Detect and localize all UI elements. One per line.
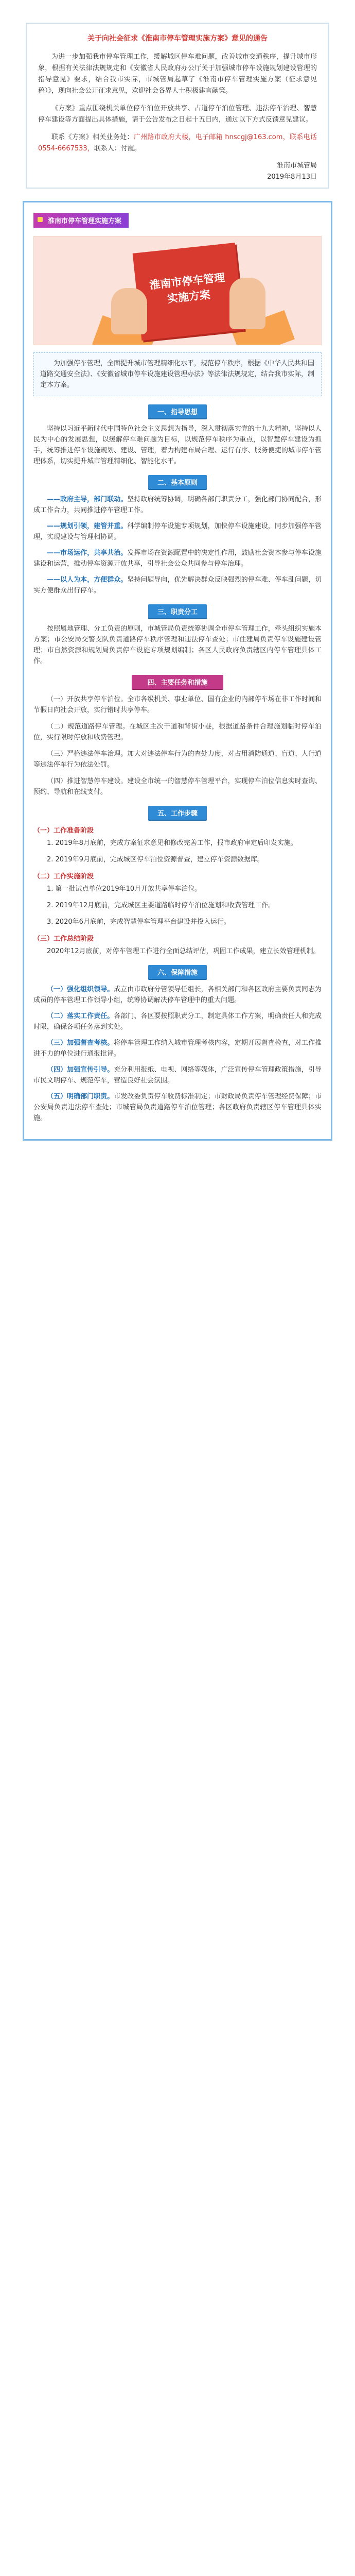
sections-container [33,404,322,1124]
notice-paragraph-3 [38,132,317,155]
section-heading [33,604,322,618]
section-item [33,1038,322,1059]
subsection-title: （三）工作总结阶段 [33,935,94,943]
notice-box [26,23,329,189]
notice-paragraph-1: 为进一步加强我市停车管理工作，缓解城区停车难问题，改善城市交通秩序，提升城市形象，根据有关法律法规规定和《安徽省人民政府办公厅关于加强城市停车设施规划建设管理的指导意见》要求，结合我市实际，市城管局起草了《淮南市停车管理实施方案（征求意见稿）》，现向社会公开征求意见，欢迎社会各界人士积极建言献策。 [38,53,317,95]
section-item [33,548,322,569]
section-item-label: ——以人为本，方便群众。 [47,576,128,584]
notice-title: 关于向社会征求《淮南市停车管理实施方案》意见的通告 [87,35,268,43]
section-heading-label: 二、基本原则 [148,475,207,489]
hand-right [229,278,265,329]
section-item [33,1091,322,1124]
section-paragraph: （三）严格违法停车治理。加大对违法停车行为的查处力度，对占用消防通道、盲道、人行道等违法停车行为依法处罚。 [33,750,322,769]
section-paragraph: 按照属地管理、分工负责的原则，市城管局负责统筹协调全市停车管理工作，牵头组织实施本方案；市公安局交警支队负责道路停车秩序管理和违法停车查处；市住建局负责停车设施建设管理；市自然资源和规划局负责停车设施专项规划编制；各区人民政府负责辖区内停车管理具体工作。 [33,625,322,665]
section-heading-label: 四、主要任务和措施 [132,675,223,689]
section-paragraph: 坚持以习近平新时代中国特色社会主义思想为指导，深入贯彻落实党的十九大精神，坚持以人民为中心的发展思想，以缓解停车难问题为目标，以规范停车秩序为重点，以智慧停车建设为抓手，统筹推进停车设施规划、建设、管理，着力构建布局合理、运行有序、服务便捷的城市停车管理体系，切实提升城市管理精细化、智能化水平。 [33,425,322,465]
section-heading-label: 六、保障措施 [148,965,207,979]
section-heading [33,806,322,820]
section-item-label: （二）落实工作责任。 [47,1012,114,1020]
section-item-text: 科学编制停车设施专项规划，加快停车设施建设，同步加强停车管理，实现建设与管理相协调。 [33,522,322,541]
subsection-paragraph: 2020年12月底前，对停车管理工作进行全面总结评估，巩固工作成果，建立长效管理机制。 [47,947,320,955]
subsection-paragraph: 2. 2019年9月底前，完成城区停车泊位资源普查，建立停车资源数据库。 [47,856,264,863]
section-heading-label: 一、指导思想 [148,404,207,418]
notice-p3-prefix: 联系《方案》相关业务处： [51,133,134,141]
section-item-label: （四）加强宣传引导。 [47,1066,114,1074]
section-item [33,1011,322,1032]
plan-box [23,201,332,1141]
section-paragraph: （二）规范道路停车管理。在城区主次干道和背街小巷，根据道路条件合理施划临时停车泊位，实行限时停放和收费管理。 [33,723,322,741]
section-item-text: 将停车管理工作纳入城市管理考核内容，定期开展督查检查，对工作推进不力的单位进行通报批评。 [33,1039,322,1058]
notice-contact[interactable]: 广州路市政府大楼，电子邮箱 hnscgj@163.com，联系电话 0554-6667533， [38,133,317,152]
hero-title: 淮南市停车管理 实施方案 [149,271,226,306]
section-item-label: ——市场运作，共享共治。 [47,549,128,557]
section-item [33,521,322,543]
section-item-label: （一）强化组织领导。 [47,986,114,993]
subsection-paragraph: 1. 第一批试点单位2019年10月开放共享停车泊位。 [47,885,202,893]
section-paragraph: （四）推进智慧停车建设。建设全市统一的智慧停车管理平台，实现停车泊位信息实时查询、预约、导航和在线支付。 [33,777,322,796]
section-item [33,574,322,596]
subsection-title: （二）工作实施阶段 [33,873,94,880]
section-item-text: 坚持问题导向，优先解决群众反映强烈的停车难、停车乱问题，切实方便群众出行停车。 [33,576,322,595]
section-paragraph: （一）开放共享停车泊位。全市各级机关、事业单位、国有企业的内部停车场在非工作时间和节假日向社会开放，实行错时共享停车。 [33,696,322,714]
section-item-label: （五）明确部门职责。 [47,1093,114,1100]
section-item-text: 充分利用报纸、电视、网络等媒体，广泛宣传停车管理政策措施，引导市民文明停车、规范停车，营造良好社会氛围。 [33,1066,322,1084]
subsection-paragraph: 1. 2019年8月底前，完成方案征求意见和修改完善工作，报市政府审定后印发实施。 [47,839,297,847]
section-item-text: 各部门、各区要按照职责分工，制定具体工作方案，明确责任人和完成时限，确保各项任务落到实处。 [33,1012,322,1031]
section-item [33,494,322,516]
signature-date: 2019年8月13日 [267,173,317,181]
section-heading [33,965,322,979]
document-cover [133,243,244,341]
intro-card [33,352,322,396]
section-heading [33,675,322,689]
section-heading [33,404,322,418]
notice-paragraph-2: 《方案》重点围绕机关单位停车泊位开放共享、占道停车泊位管理、违法停车治理、智慧停车建设等方面提出具体措施，请于公告发布之日起十五日内，通过以下方式反馈意见建议。 [38,105,317,124]
section-item [33,984,322,1006]
article-page [0,23,355,2576]
intro-text: 为加强停车管理，全面提升城市管理精细化水平，规范停车秩序，根据《中华人民共和国道路交通安全法》、《安徽省城市停车设施建设管理办法》等法律法规规定，结合我市实际，制定本方案。 [40,360,315,389]
hero-illustration [33,236,322,345]
section-heading [33,475,322,489]
subsection-title: （一）工作准备阶段 [33,827,94,835]
section-item-text: 成立由市政府分管领导任组长，各相关部门和各区政府主要负责同志为成员的停车管理工作领导小组，统筹协调解决停车管理中的重大问题。 [33,986,322,1004]
section-item-label: ——规划引领，建管并重。 [47,522,128,530]
plan-banner: 淮南市停车管理实施方案 [33,213,129,228]
section-heading-label: 五、工作步骤 [148,806,207,820]
section-item-text: 市发改委负责停车收费标准制定；市财政局负责停车管理经费保障；市公安局负责违法停车查处；市城管局负责道路停车泊位管理；各区政府负责辖区停车管理具体实施。 [33,1093,322,1122]
section-item-label: （三）加强督查考核。 [47,1039,114,1047]
signature-org: 淮南市城管局 [276,162,317,170]
section-item-text: 发挥市场在资源配置中的决定性作用，鼓励社会资本参与停车设施建设和运营，推动停车资源开放共享，引导社会公众共同参与停车治理。 [33,549,322,568]
section-item-text: 坚持政府统筹协调，明确各部门职责分工，强化部门协同配合，形成工作合力，共同推进停车管理工作。 [33,496,322,514]
hand-left [111,288,147,334]
section-item-label: ——政府主导，部门联动。 [47,496,128,503]
section-item [33,1064,322,1086]
notice-p3-suffix: 联系人：付霞。 [94,145,141,152]
subsection-paragraph: 3. 2020年6月底前，完成智慧停车管理平台建设并投入运行。 [47,918,230,926]
subsection-paragraph: 2. 2019年12月底前，完成城区主要道路临时停车泊位施划和收费管理工作。 [47,902,275,909]
section-heading-label: 三、职责分工 [148,604,207,618]
